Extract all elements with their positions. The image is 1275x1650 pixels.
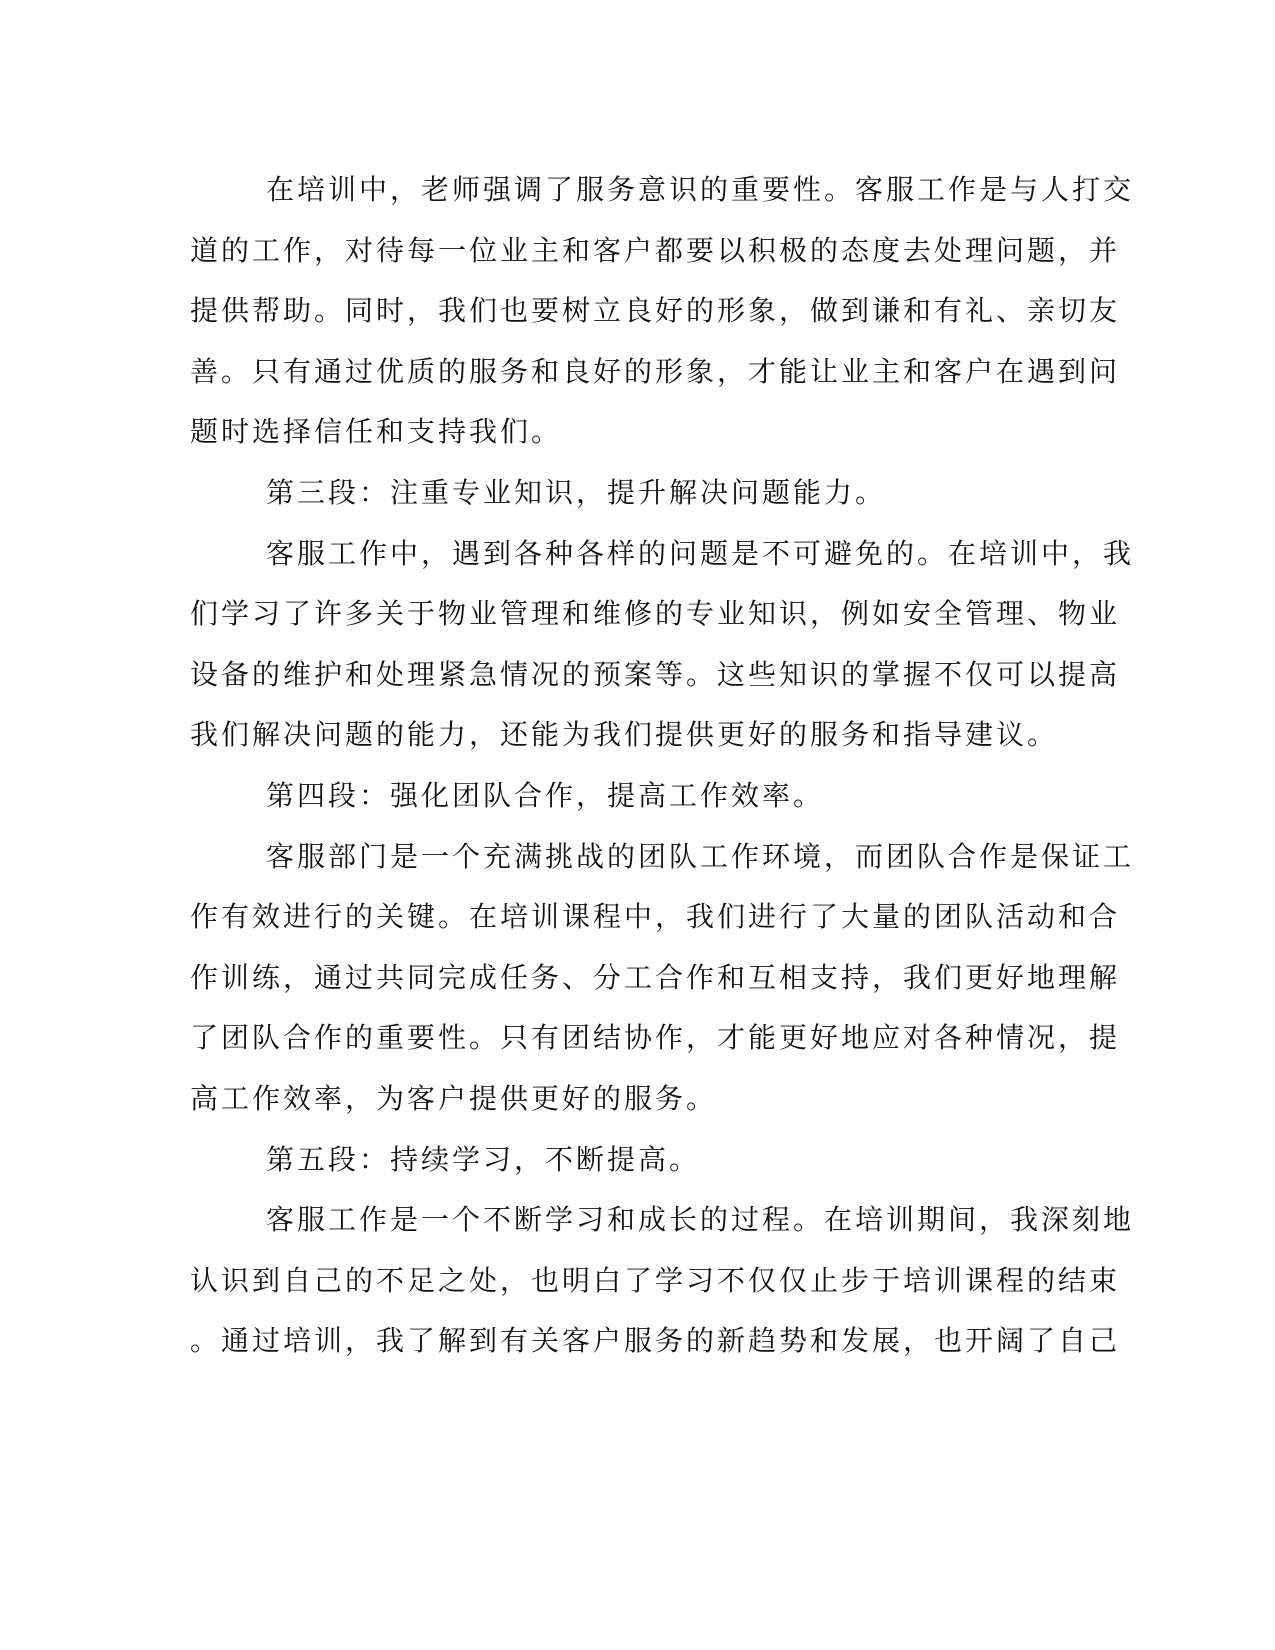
paragraph-line: 高工作效率，为客户提供更好的服务。 (190, 1081, 718, 1115)
paragraph-line: 作训练，通过共同完成任务、分工合作和互相支持，我们更好地理解 (190, 960, 1121, 994)
paragraph-line: 在培训中，老师强调了服务意识的重要性。客服工作是与人打交 (266, 173, 1135, 206)
paragraph-line: 作有效进行的关键。在培训课程中，我们进行了大量的团队活动和合 (190, 900, 1121, 934)
section-heading: 第三段：注重专业知识，提升解决问题能力。 (266, 475, 887, 509)
paragraph-line: 们学习了许多关于物业管理和维修的专业知识，例如安全管理、物业 (190, 597, 1121, 631)
paragraph-line: 设备的维护和处理紧急情况的预案等。这些知识的掌握不仅可以提高 (190, 657, 1121, 691)
paragraph-line: 善。只有通过优质的服务和良好的形象，才能让业主和客户在遇到问 (190, 354, 1121, 388)
paragraph-line: 我们解决问题的能力，还能为我们提供更好的服务和指导建议。 (190, 718, 1059, 752)
paragraph-line: 认识到自己的不足之处，也明白了学习不仅仅止步于培训课程的结束 (190, 1263, 1121, 1297)
paragraph-line: 。通过培训，我了解到有关客户服务的新趋势和发展，也开阔了自己 (190, 1324, 1121, 1358)
paragraph-line: 道的工作，对待每一位业主和客户都要以积极的态度去处理问题，并 (190, 233, 1121, 267)
paragraph-line: 题时选择信任和支持我们。 (190, 415, 563, 449)
document-body (190, 160, 1135, 1372)
paragraph-line: 提供帮助。同时，我们也要树立良好的形象，做到谦和有礼、亲切友 (190, 294, 1121, 328)
section-heading: 第四段：强化团队合作，提高工作效率。 (266, 778, 825, 812)
paragraph-line: 客服工作是一个不断学习和成长的过程。在培训期间，我深刻地 (266, 1203, 1135, 1237)
paragraph-line: 客服工作中，遇到各种各样的问题是不可避免的。在培训中，我 (266, 536, 1135, 570)
section-heading: 第五段：持续学习，不断提高。 (266, 1142, 701, 1176)
paragraph-line: 了团队合作的重要性。只有团结协作，才能更好地应对各种情况，提 (190, 1021, 1121, 1055)
paragraph-line: 客服部门是一个充满挑战的团队工作环境，而团队合作是保证工 (266, 839, 1135, 873)
